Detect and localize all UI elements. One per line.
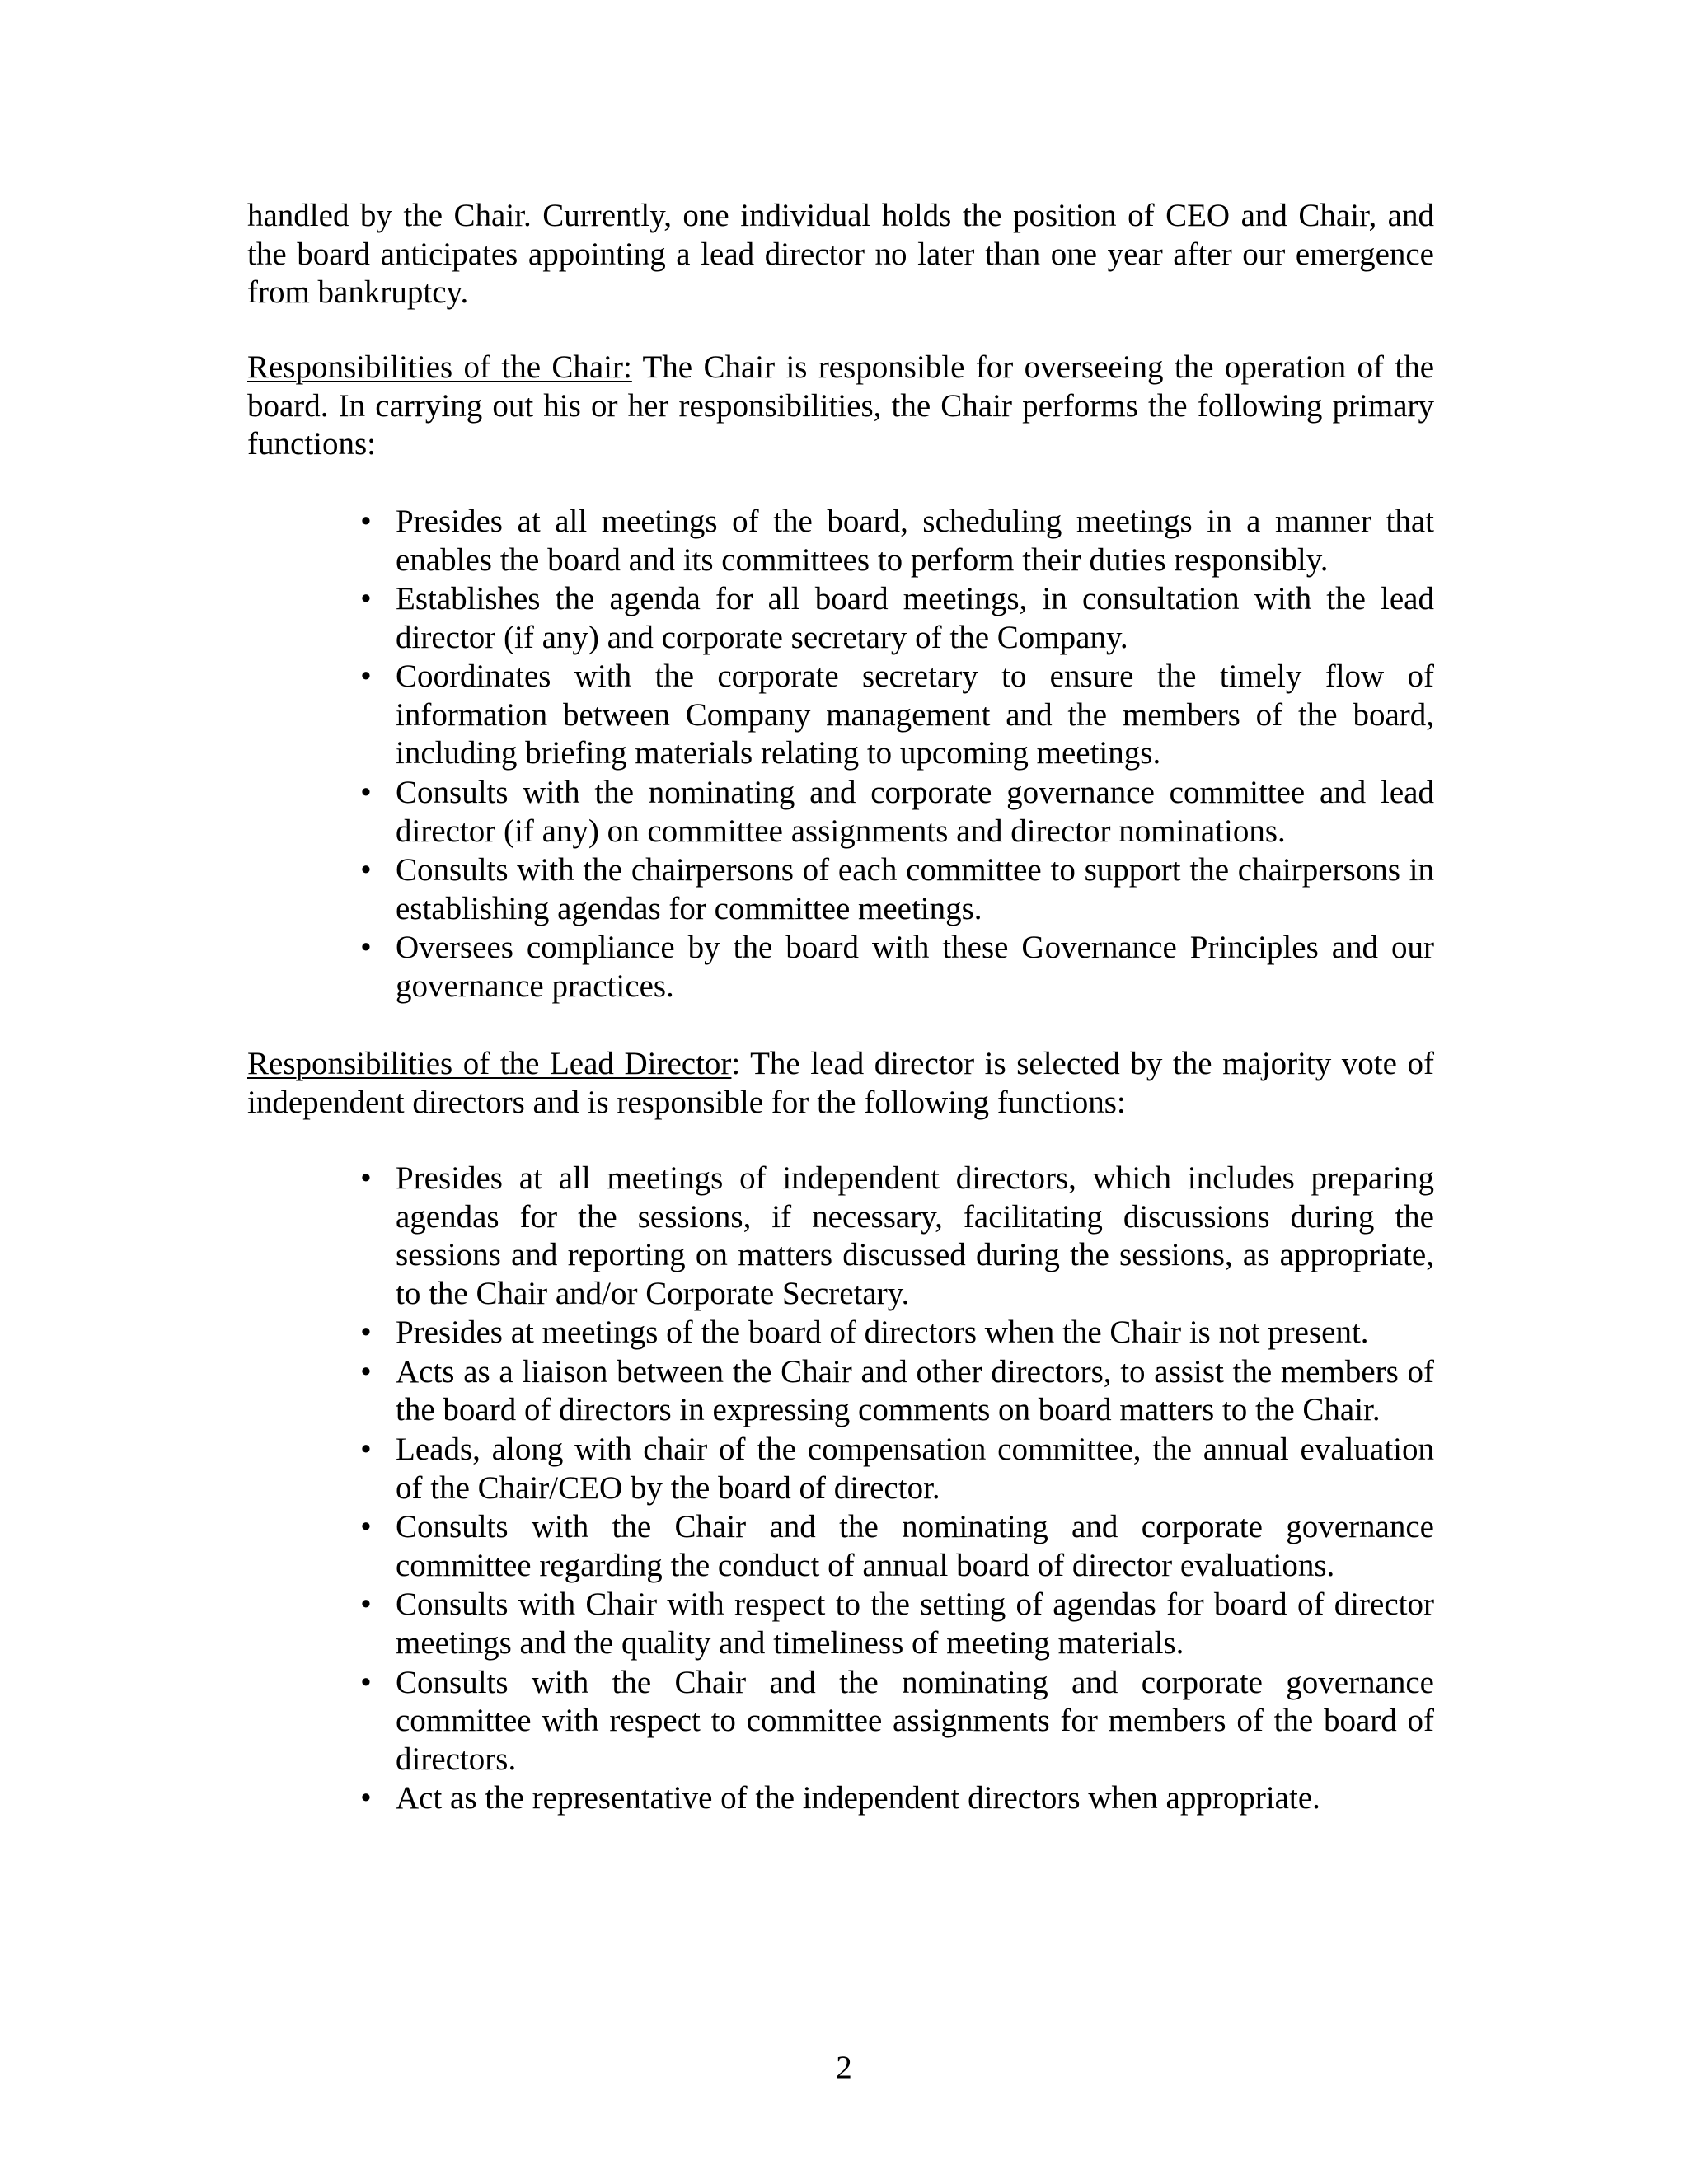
bullet-icon: •: [360, 581, 372, 617]
bullet-icon: •: [360, 1664, 372, 1700]
list-item-text: Presides at all meetings of the board, scheduling meetings in a manner that enables the board and its committees to perform their duties responsibly.: [396, 504, 1434, 578]
bullet-icon: •: [360, 1160, 372, 1196]
bullet-icon: •: [360, 658, 372, 695]
chair-bullet-list: [360, 503, 1434, 1007]
lead-director-heading: Responsibilities of the Lead Director: [247, 1046, 732, 1081]
list-item-text: Leads, along with chair of the compensation committee, the annual evaluation of the Chair/CEO by the board of director.: [396, 1432, 1434, 1506]
list-item-text: Presides at meetings of the board of directors when the Chair is not present.: [396, 1315, 1369, 1351]
list-item: [360, 1508, 1434, 1585]
list-item: [360, 1314, 1434, 1352]
intro-text: handled by the Chair. Currently, one individual holds the position of CEO and Chair, and the board anticipates appointing a lead director no later than one year after our emergence from bankruptcy.: [247, 198, 1434, 310]
bullet-icon: •: [360, 504, 372, 539]
lead-director-body: : The lead director is selected by the majority vote of independent directors and is responsible for the following functions:: [247, 1046, 1434, 1120]
bullet-icon: •: [360, 775, 372, 811]
list-item: [360, 1586, 1434, 1662]
list-item-text: Oversees compliance by the board with these Governance Principles and our governance practices.: [396, 930, 1434, 1004]
list-item: [360, 1160, 1434, 1313]
list-item-text: Consults with the chairpersons of each committee to support the chairpersons in establishing agendas for committee meetings.: [396, 852, 1434, 926]
list-item: [360, 929, 1434, 1005]
list-item-text: Presides at all meetings of independent directors, which includes preparing agendas for the sessions, if necessary, facilitating discussions during the sessions and reporting on matters discussed during the sessions, as appropriate, to the Chair and/or Corporate Secretary.: [396, 1160, 1434, 1311]
bullet-icon: •: [360, 1353, 372, 1390]
list-item-text: Consults with Chair with respect to the setting of agendas for board of director meetings and the quality and timeliness of meeting materials.: [396, 1586, 1434, 1661]
bullet-icon: •: [360, 930, 372, 966]
list-item: [360, 1431, 1434, 1507]
list-item-text: Consults with the nominating and corporate governance committee and lead director (if any) on committee assignments and director nominations.: [396, 775, 1434, 849]
list-item: [360, 851, 1434, 928]
chair-body: The Chair is responsible for overseeing the operation of the board. In carrying out his or her responsibilities, the Chair performs the following primary functions:: [247, 349, 1434, 462]
list-item-text: Establishes the agenda for all board meetings, in consultation with the lead director (if any) and corporate secretary of the Company.: [396, 581, 1434, 655]
chair-paragraph: [247, 349, 1434, 464]
list-item: [360, 774, 1434, 851]
list-item: [360, 658, 1434, 773]
bullet-icon: •: [360, 852, 372, 888]
list-item: [360, 1779, 1434, 1818]
page-number: 2: [836, 2050, 852, 2085]
bullet-icon: •: [360, 1780, 372, 1816]
list-item-text: Coordinates with the corporate secretary to ensure the timely flow of information between Company management and the members of the board, including briefing materials relating to upcoming meetings.: [396, 658, 1434, 771]
bullet-icon: •: [360, 1432, 372, 1468]
lead-director-bullet-list: [360, 1160, 1434, 1819]
list-item-text: Consults with the Chair and the nominating and corporate governance committee regarding the conduct of annual board of director evaluations.: [396, 1509, 1434, 1583]
intro-paragraph: [247, 197, 1434, 312]
chair-heading: Responsibilities of the Chair:: [247, 349, 632, 385]
list-item: [360, 1664, 1434, 1779]
list-item: [360, 503, 1434, 579]
lead-director-paragraph: [247, 1045, 1434, 1122]
list-item-text: Consults with the Chair and the nominating and corporate governance committee with respect to committee assignments for members of the board of directors.: [396, 1664, 1434, 1777]
bullet-icon: •: [360, 1315, 372, 1351]
list-item-text: Acts as a liaison between the Chair and other directors, to assist the members of the board of directors in expressing comments on board matters to the Chair.: [396, 1353, 1434, 1428]
bullet-icon: •: [360, 1586, 372, 1623]
bullet-icon: •: [360, 1509, 372, 1545]
list-item: [360, 1353, 1434, 1430]
list-item: [360, 580, 1434, 657]
list-item-text: Act as the representative of the independent directors when appropriate.: [396, 1780, 1320, 1816]
